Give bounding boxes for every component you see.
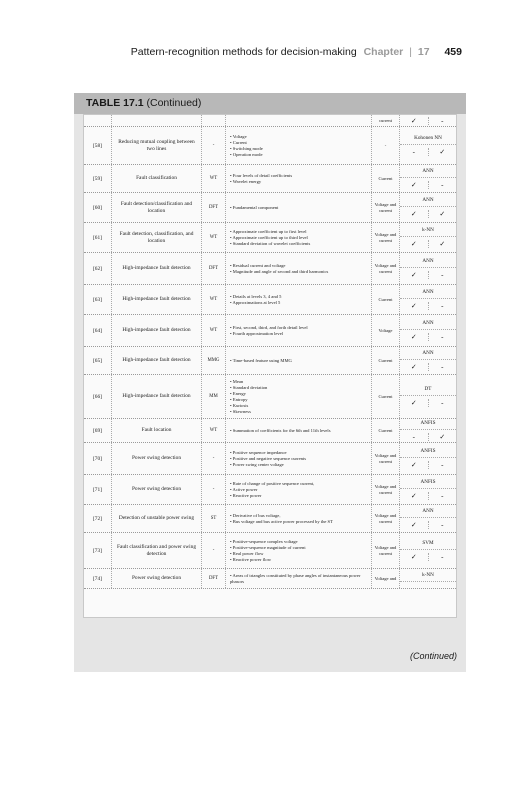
check-icon: ✓ bbox=[428, 240, 457, 248]
method-cell: - bbox=[202, 127, 226, 164]
method-cell: WT bbox=[202, 165, 226, 192]
table-row bbox=[84, 165, 456, 193]
feature-item: • Mean bbox=[230, 379, 267, 385]
features-cell bbox=[226, 315, 372, 346]
check-icon: ✓ bbox=[410, 116, 417, 125]
check-marks bbox=[400, 433, 456, 441]
classifier-cell bbox=[400, 223, 456, 252]
input-signal-cell: - bbox=[372, 127, 400, 164]
input-signal-cell: Voltage and current bbox=[372, 193, 400, 222]
feature-item: • Real power flow bbox=[230, 551, 306, 557]
features-cell bbox=[226, 533, 372, 568]
application-cell bbox=[112, 115, 202, 126]
dash-mark: - bbox=[428, 181, 457, 189]
input-signal-cell: Voltage and current bbox=[372, 505, 400, 532]
feature-item: • Rate of change of positive sequence current, bbox=[230, 481, 314, 487]
reference-cell: [70] bbox=[84, 443, 112, 474]
check-icon: ✓ bbox=[428, 148, 457, 156]
feature-item: • Fourth approximation level bbox=[230, 331, 308, 337]
method-cell: - bbox=[202, 533, 226, 568]
classifier-name: k-NN bbox=[400, 572, 456, 582]
dash-mark: - bbox=[428, 363, 457, 371]
table-row bbox=[84, 127, 456, 165]
features-cell bbox=[226, 127, 372, 164]
chapter-number: 17 bbox=[417, 46, 430, 58]
classifier-cell bbox=[400, 419, 456, 442]
classifier-name: ANFIS bbox=[400, 420, 456, 430]
reference-cell: [69] bbox=[84, 419, 112, 442]
application-cell: Detection of unstable power swing bbox=[112, 505, 202, 532]
features-cell bbox=[226, 115, 372, 126]
feature-item: • Switching mode bbox=[230, 146, 263, 152]
chapter-label: Chapter bbox=[363, 46, 404, 58]
feature-item: • Residual current and voltage bbox=[230, 263, 328, 269]
check-icon: ✓ bbox=[410, 492, 417, 500]
input-signal-cell: Voltage and current bbox=[372, 223, 400, 252]
feature-item: • Time-based feature using MMG bbox=[230, 358, 292, 364]
feature-list bbox=[230, 134, 263, 158]
table-row bbox=[84, 569, 456, 589]
feature-item: • Reactive power bbox=[230, 493, 314, 499]
classifier-cell bbox=[400, 475, 456, 504]
feature-item: • Operation mode bbox=[230, 152, 263, 158]
check-icon: ✓ bbox=[410, 302, 417, 310]
application-cell: High-impedance fault detection bbox=[112, 375, 202, 418]
features-cell bbox=[226, 505, 372, 532]
features-cell bbox=[226, 375, 372, 418]
features-cell bbox=[226, 165, 372, 192]
input-signal-cell: current bbox=[372, 115, 400, 126]
dash-mark: - bbox=[428, 271, 457, 279]
table-label: TABLE 17.1 bbox=[86, 97, 144, 109]
application-cell: Fault location bbox=[112, 419, 202, 442]
feature-item: • Standard deviation bbox=[230, 385, 267, 391]
continued-footer: (Continued) bbox=[409, 651, 457, 661]
check-marks bbox=[400, 148, 456, 156]
reference-cell: [58] bbox=[84, 127, 112, 164]
application-cell: High-impedance fault detection bbox=[112, 253, 202, 284]
classifier-name: ANN bbox=[400, 508, 456, 518]
feature-item: • Positive and negative sequence currents bbox=[230, 456, 306, 462]
classifier-cell bbox=[400, 193, 456, 222]
method-cell: DFT bbox=[202, 253, 226, 284]
feature-list bbox=[230, 539, 306, 563]
application-cell: Fault detection, classification, and location bbox=[112, 223, 202, 252]
features-cell bbox=[226, 193, 372, 222]
check-marks bbox=[400, 521, 456, 529]
classifier-cell bbox=[400, 315, 456, 346]
feature-list bbox=[230, 173, 292, 185]
classifier-name: ANN bbox=[400, 197, 456, 207]
feature-item: • Positive sequence impedance bbox=[230, 450, 306, 456]
classifier-cell bbox=[400, 347, 456, 374]
method-cell: MM bbox=[202, 375, 226, 418]
classifier-name: ANN bbox=[400, 289, 456, 299]
method-cell: WT bbox=[202, 223, 226, 252]
check-icon: ✓ bbox=[410, 363, 417, 371]
feature-list bbox=[230, 481, 314, 499]
method-cell: MMG bbox=[202, 347, 226, 374]
method-cell: DFT bbox=[202, 193, 226, 222]
feature-list bbox=[230, 325, 308, 337]
check-marks bbox=[400, 240, 456, 248]
method-cell: - bbox=[202, 443, 226, 474]
table-row bbox=[84, 443, 456, 475]
check-icon: ✓ bbox=[410, 553, 417, 561]
table-row bbox=[84, 347, 456, 375]
feature-list bbox=[230, 229, 310, 247]
feature-item: • Kurtosis bbox=[230, 403, 267, 409]
feature-item: • Standard deviation of wavelet coefficients bbox=[230, 241, 310, 247]
check-icon: ✓ bbox=[410, 181, 417, 189]
dash-mark: - bbox=[412, 148, 415, 156]
features-cell bbox=[226, 569, 372, 588]
classifier-cell bbox=[400, 127, 456, 164]
table-row bbox=[84, 115, 456, 127]
feature-item: • Current bbox=[230, 140, 263, 146]
reference-cell: [72] bbox=[84, 505, 112, 532]
classifier-name: k-NN bbox=[400, 227, 456, 237]
reference-cell: [63] bbox=[84, 285, 112, 314]
feature-item: • Approximate coefficient up to first level bbox=[230, 229, 310, 235]
reference-cell: [66] bbox=[84, 375, 112, 418]
classifier-name: DT bbox=[400, 386, 456, 396]
feature-list bbox=[230, 428, 331, 434]
features-cell bbox=[226, 443, 372, 474]
application-cell: Power swing detection bbox=[112, 475, 202, 504]
check-icon: ✓ bbox=[410, 210, 417, 218]
input-signal-cell: Current bbox=[372, 375, 400, 418]
feature-item: • Positive-sequence complex voltage bbox=[230, 539, 306, 545]
classifier-cell bbox=[400, 505, 456, 532]
input-signal-cell: Voltage and current bbox=[372, 533, 400, 568]
classifier-cell bbox=[400, 443, 456, 474]
reference-cell: [74] bbox=[84, 569, 112, 588]
feature-item: • Details at levels 3, 4 and 5 bbox=[230, 294, 281, 300]
method-cell: WT bbox=[202, 419, 226, 442]
feature-item: • Positive-sequence magnitude of current bbox=[230, 545, 306, 551]
check-marks bbox=[400, 181, 456, 189]
classifier-name: Kohonen NN bbox=[400, 135, 456, 145]
features-cell bbox=[226, 475, 372, 504]
table-row bbox=[84, 253, 456, 285]
check-icon: ✓ bbox=[410, 461, 417, 469]
feature-item: • Fundamental component bbox=[230, 205, 278, 211]
application-cell: Fault classification bbox=[112, 165, 202, 192]
check-marks bbox=[400, 117, 456, 125]
reference-cell: [73] bbox=[84, 533, 112, 568]
feature-item: • Approximate coefficient up to third level bbox=[230, 235, 310, 241]
application-cell: High-impedance fault detection bbox=[112, 347, 202, 374]
table-row bbox=[84, 285, 456, 315]
dash-mark: - bbox=[428, 333, 457, 341]
classifier-name: ANN bbox=[400, 320, 456, 330]
running-header bbox=[0, 46, 462, 58]
reference-cell: [60] bbox=[84, 193, 112, 222]
features-cell bbox=[226, 419, 372, 442]
feature-item: • Power swing center voltage bbox=[230, 462, 306, 468]
check-icon: ✓ bbox=[410, 240, 417, 248]
classifier-name: ANN bbox=[400, 258, 456, 268]
classifier-cell bbox=[400, 375, 456, 418]
feature-item: • Active power bbox=[230, 487, 314, 493]
feature-item: • Four levels of detail coefficients bbox=[230, 173, 292, 179]
table-row bbox=[84, 223, 456, 253]
dash-mark: - bbox=[428, 553, 457, 561]
feature-item: • Voltage bbox=[230, 134, 263, 140]
reference-cell: [59] bbox=[84, 165, 112, 192]
reference-cell: [62] bbox=[84, 253, 112, 284]
feature-item: • Approximations at level 5 bbox=[230, 300, 281, 306]
features-cell bbox=[226, 285, 372, 314]
reference-cell: [61] bbox=[84, 223, 112, 252]
feature-list bbox=[230, 205, 278, 211]
dash-mark: - bbox=[428, 302, 457, 310]
check-icon: ✓ bbox=[410, 271, 417, 279]
feature-item: • Derivative of bus voltage, bbox=[230, 513, 333, 519]
method-cell: WT bbox=[202, 315, 226, 346]
check-marks bbox=[400, 363, 456, 371]
feature-item: • Skewness bbox=[230, 409, 267, 415]
table-row bbox=[84, 505, 456, 533]
feature-item: • Wavelet energy bbox=[230, 179, 292, 185]
input-signal-cell: Current bbox=[372, 347, 400, 374]
method-cell bbox=[202, 115, 226, 126]
dash-mark: - bbox=[428, 117, 457, 125]
feature-item: • First, second, third, and forth detail level bbox=[230, 325, 308, 331]
feature-item: • Reactive power flow bbox=[230, 557, 306, 563]
application-cell: Power swing detection bbox=[112, 443, 202, 474]
classifier-cell bbox=[400, 285, 456, 314]
feature-item: • Energy bbox=[230, 391, 267, 397]
feature-list bbox=[230, 513, 333, 525]
page-number: 459 bbox=[444, 46, 462, 58]
method-cell: WT bbox=[202, 285, 226, 314]
method-cell: DFT bbox=[202, 569, 226, 588]
classifier-cell bbox=[400, 165, 456, 192]
feature-list bbox=[230, 263, 328, 275]
input-signal-cell: Voltage bbox=[372, 315, 400, 346]
table-row bbox=[84, 475, 456, 505]
classifier-cell bbox=[400, 569, 456, 588]
feature-item: • Bus voltage and bus active power processed by the ST bbox=[230, 519, 333, 525]
input-signal-cell: Voltage and current bbox=[372, 253, 400, 284]
dash-mark: - bbox=[428, 399, 457, 407]
feature-list bbox=[230, 358, 292, 364]
table-continued-label: (Continued) bbox=[146, 97, 202, 109]
method-cell: - bbox=[202, 475, 226, 504]
input-signal-cell: Voltage and current bbox=[372, 443, 400, 474]
feature-list bbox=[230, 294, 281, 306]
feature-item: • Magnitude and angle of second and third harmonics bbox=[230, 269, 328, 275]
application-cell: High-impedance fault detection bbox=[112, 285, 202, 314]
reference-cell: [64] bbox=[84, 315, 112, 346]
check-marks bbox=[400, 553, 456, 561]
features-cell bbox=[226, 347, 372, 374]
check-icon: ✓ bbox=[410, 333, 417, 341]
dash-mark: - bbox=[428, 521, 457, 529]
classifier-cell bbox=[400, 115, 456, 126]
classifier-name: ANFIS bbox=[400, 448, 456, 458]
input-signal-cell: Voltage and bbox=[372, 569, 400, 588]
table-panel bbox=[74, 114, 466, 672]
check-marks bbox=[400, 302, 456, 310]
table-row bbox=[84, 419, 456, 443]
check-marks bbox=[400, 210, 456, 218]
feature-list bbox=[230, 450, 306, 468]
features-cell bbox=[226, 253, 372, 284]
application-cell: Power swing detection bbox=[112, 569, 202, 588]
application-cell: Fault classification and power swing detection bbox=[112, 533, 202, 568]
feature-item: • Areas of triangles constituted by phase angles of instantaneous power phasors bbox=[230, 573, 371, 585]
check-marks bbox=[400, 333, 456, 341]
input-signal-cell: Current bbox=[372, 285, 400, 314]
application-cell: Reducing mutual coupling between two lines bbox=[112, 127, 202, 164]
table-row bbox=[84, 193, 456, 223]
feature-list bbox=[230, 573, 371, 585]
check-marks bbox=[400, 271, 456, 279]
running-title: Pattern-recognition methods for decision-making bbox=[130, 46, 357, 58]
table-row bbox=[84, 375, 456, 419]
classifier-name: ANN bbox=[400, 350, 456, 360]
feature-item: • Summation of coefficients for the 6th and 11th levels bbox=[230, 428, 331, 434]
input-signal-cell: Current bbox=[372, 419, 400, 442]
header-separator: | bbox=[409, 46, 412, 58]
check-icon: ✓ bbox=[428, 210, 457, 218]
table-image bbox=[83, 114, 457, 618]
input-signal-cell: Voltage and current bbox=[372, 475, 400, 504]
features-cell bbox=[226, 223, 372, 252]
dash-mark: - bbox=[412, 433, 415, 441]
classifier-name: SVM bbox=[400, 540, 456, 550]
check-icon: ✓ bbox=[410, 399, 417, 407]
reference-cell: [65] bbox=[84, 347, 112, 374]
reference-cell bbox=[84, 115, 112, 126]
check-icon: ✓ bbox=[428, 433, 457, 441]
application-cell: Fault detection/classification and location bbox=[112, 193, 202, 222]
dash-mark: - bbox=[428, 492, 457, 500]
dash-mark: - bbox=[428, 461, 457, 469]
classifier-name: ANFIS bbox=[400, 479, 456, 489]
classifier-cell bbox=[400, 533, 456, 568]
feature-list bbox=[230, 379, 267, 415]
input-signal-cell: Current bbox=[372, 165, 400, 192]
check-marks bbox=[400, 399, 456, 407]
table-row bbox=[84, 315, 456, 347]
check-icon: ✓ bbox=[410, 521, 417, 529]
feature-item: • Entropy bbox=[230, 397, 267, 403]
application-cell: High-impedance fault detection bbox=[112, 315, 202, 346]
check-marks bbox=[400, 492, 456, 500]
reference-cell: [71] bbox=[84, 475, 112, 504]
table-caption bbox=[74, 93, 466, 114]
classifier-cell bbox=[400, 253, 456, 284]
classifier-name: ANN bbox=[400, 168, 456, 178]
table-row bbox=[84, 533, 456, 569]
check-marks bbox=[400, 461, 456, 469]
method-cell: ST bbox=[202, 505, 226, 532]
